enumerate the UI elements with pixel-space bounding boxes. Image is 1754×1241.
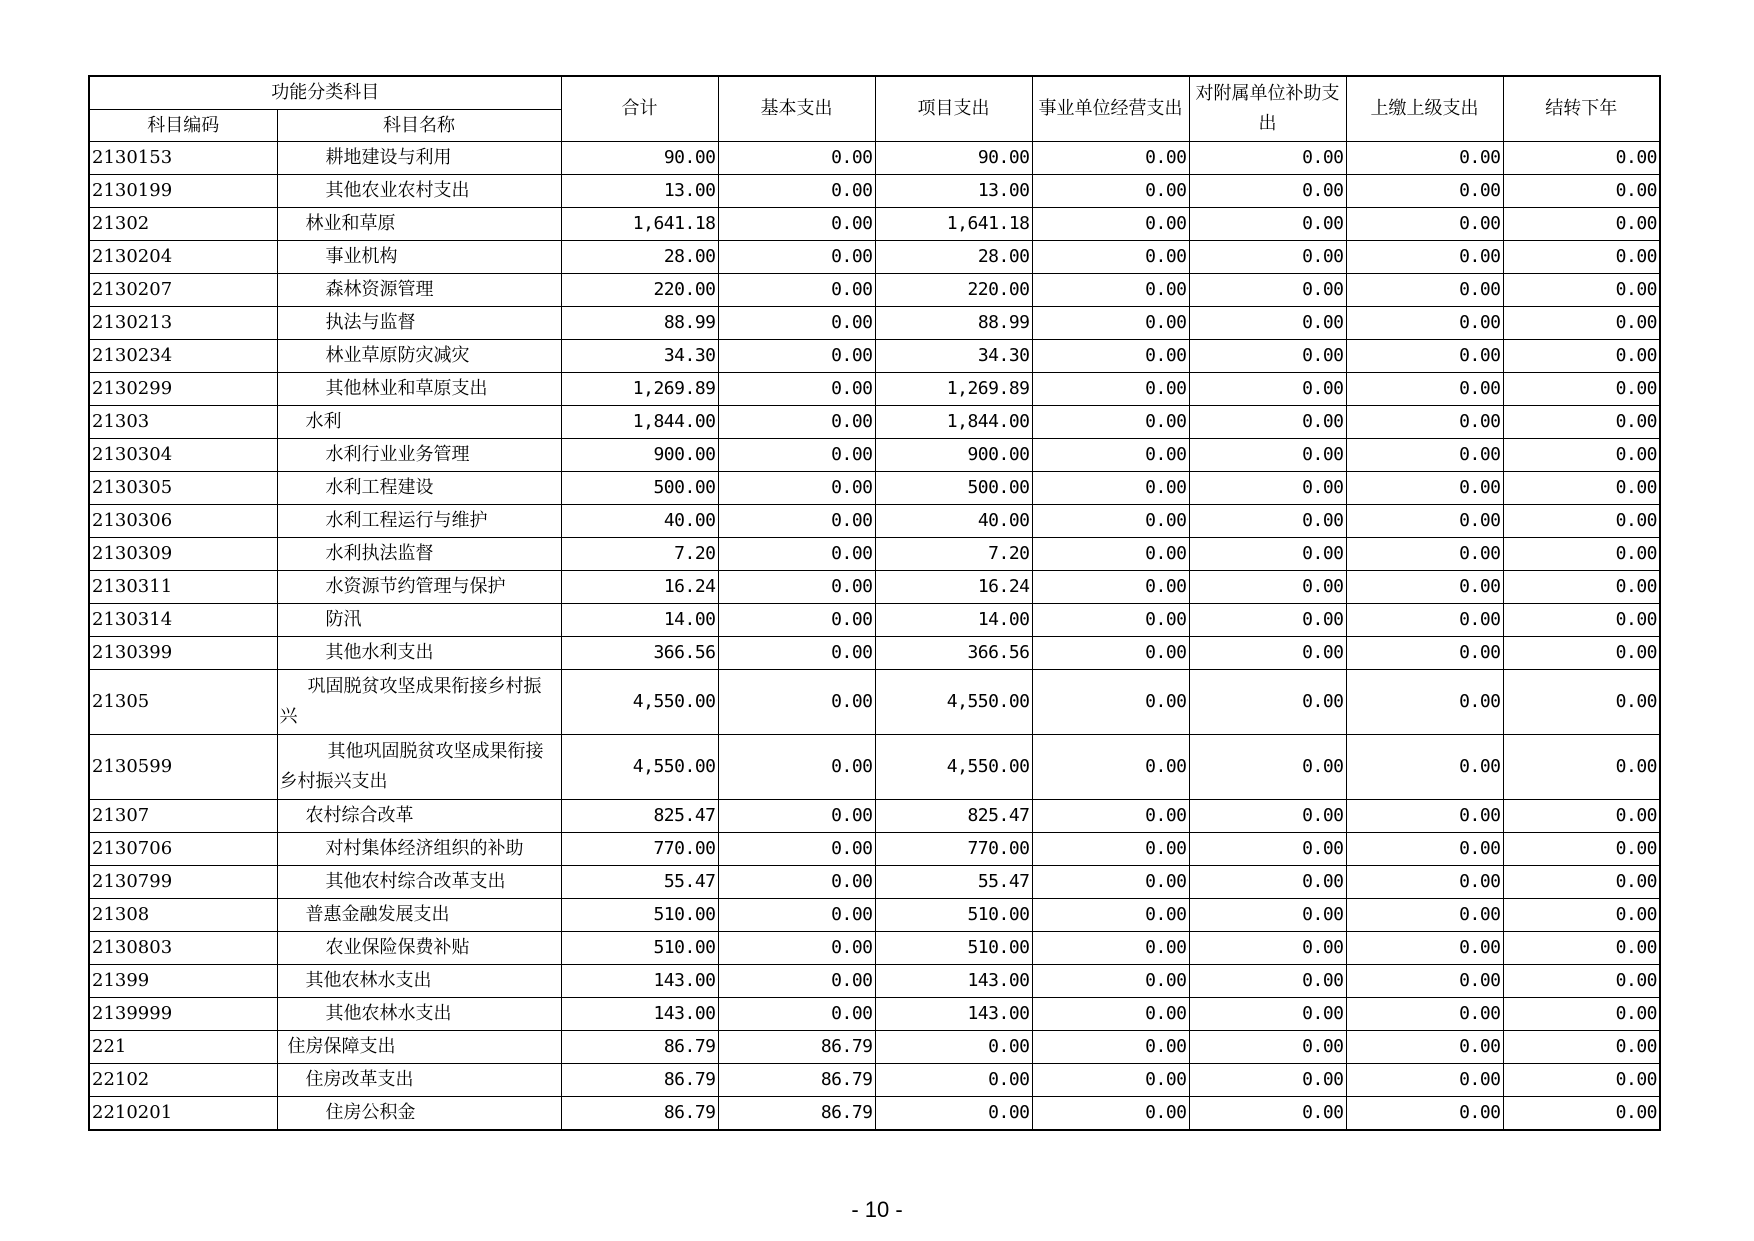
col-header-carryover: 结转下年: [1503, 76, 1660, 142]
cell-carryover: 0.00: [1503, 208, 1660, 241]
cell-remit: 0.00: [1346, 538, 1503, 571]
cell-business: 0.00: [1032, 604, 1189, 637]
table-body: [89, 142, 1660, 1131]
table-row: [89, 1097, 1660, 1131]
cell-business: 0.00: [1032, 998, 1189, 1031]
cell-carryover: 0.00: [1503, 1097, 1660, 1131]
cell-carryover: 0.00: [1503, 800, 1660, 833]
cell-business: 0.00: [1032, 965, 1189, 998]
cell-code: 2139999: [89, 998, 277, 1031]
cell-carryover: 0.00: [1503, 604, 1660, 637]
cell-total: 1,844.00: [561, 406, 718, 439]
cell-total: 28.00: [561, 241, 718, 274]
cell-subsidy: 0.00: [1189, 538, 1346, 571]
cell-business: 0.00: [1032, 307, 1189, 340]
cell-name: 其他水利支出: [277, 637, 561, 670]
cell-code: 2130306: [89, 505, 277, 538]
cell-project: 500.00: [875, 472, 1032, 505]
cell-project: 7.20: [875, 538, 1032, 571]
cell-remit: 0.00: [1346, 175, 1503, 208]
cell-business: 0.00: [1032, 932, 1189, 965]
cell-carryover: 0.00: [1503, 670, 1660, 735]
cell-subsidy: 0.00: [1189, 735, 1346, 800]
cell-carryover: 0.00: [1503, 274, 1660, 307]
cell-code: 2130299: [89, 373, 277, 406]
table-row: [89, 932, 1660, 965]
cell-remit: 0.00: [1346, 439, 1503, 472]
cell-code: 21308: [89, 899, 277, 932]
cell-subsidy: 0.00: [1189, 439, 1346, 472]
cell-remit: 0.00: [1346, 1097, 1503, 1131]
cell-total: 220.00: [561, 274, 718, 307]
cell-project: 143.00: [875, 998, 1032, 1031]
cell-remit: 0.00: [1346, 340, 1503, 373]
cell-name: 农业保险保费补贴: [277, 932, 561, 965]
col-header-basic: 基本支出: [718, 76, 875, 142]
cell-business: 0.00: [1032, 340, 1189, 373]
cell-total: 1,641.18: [561, 208, 718, 241]
cell-business: 0.00: [1032, 406, 1189, 439]
table-row: [89, 274, 1660, 307]
cell-name: 水利工程运行与维护: [277, 505, 561, 538]
cell-name: 事业机构: [277, 241, 561, 274]
cell-project: 220.00: [875, 274, 1032, 307]
cell-total: 1,269.89: [561, 373, 718, 406]
cell-basic: 0.00: [718, 373, 875, 406]
table-row: [89, 1031, 1660, 1064]
cell-subsidy: 0.00: [1189, 833, 1346, 866]
cell-subsidy: 0.00: [1189, 241, 1346, 274]
cell-basic: 0.00: [718, 833, 875, 866]
cell-basic: 0.00: [718, 735, 875, 800]
cell-business: 0.00: [1032, 505, 1189, 538]
cell-basic: 0.00: [718, 472, 875, 505]
page-number: - 10 -: [851, 1197, 903, 1222]
cell-remit: 0.00: [1346, 1064, 1503, 1097]
cell-basic: 0.00: [718, 142, 875, 175]
table-row: [89, 670, 1660, 735]
cell-code: 21399: [89, 965, 277, 998]
table-row: [89, 175, 1660, 208]
cell-business: 0.00: [1032, 833, 1189, 866]
cell-total: 86.79: [561, 1064, 718, 1097]
cell-remit: 0.00: [1346, 800, 1503, 833]
cell-business: 0.00: [1032, 800, 1189, 833]
table-row: [89, 406, 1660, 439]
cell-subsidy: 0.00: [1189, 406, 1346, 439]
cell-basic: 0.00: [718, 604, 875, 637]
cell-name: 农村综合改革: [277, 800, 561, 833]
header-row-1: [89, 76, 1660, 110]
cell-carryover: 0.00: [1503, 833, 1660, 866]
cell-code: 2130799: [89, 866, 277, 899]
cell-project: 88.99: [875, 307, 1032, 340]
cell-carryover: 0.00: [1503, 175, 1660, 208]
cell-business: 0.00: [1032, 866, 1189, 899]
table-row: [89, 965, 1660, 998]
cell-project: 366.56: [875, 637, 1032, 670]
cell-remit: 0.00: [1346, 899, 1503, 932]
cell-business: 0.00: [1032, 175, 1189, 208]
cell-name: 住房保障支出: [277, 1031, 561, 1064]
cell-total: 88.99: [561, 307, 718, 340]
cell-subsidy: 0.00: [1189, 1064, 1346, 1097]
cell-basic: 0.00: [718, 406, 875, 439]
cell-remit: 0.00: [1346, 833, 1503, 866]
cell-code: 2130234: [89, 340, 277, 373]
cell-total: 7.20: [561, 538, 718, 571]
cell-subsidy: 0.00: [1189, 208, 1346, 241]
cell-basic: 0.00: [718, 538, 875, 571]
cell-code: 2130399: [89, 637, 277, 670]
cell-business: 0.00: [1032, 373, 1189, 406]
cell-total: 900.00: [561, 439, 718, 472]
cell-name: 其他农村综合改革支出: [277, 866, 561, 899]
table-row: [89, 637, 1660, 670]
cell-total: 40.00: [561, 505, 718, 538]
cell-total: 143.00: [561, 965, 718, 998]
cell-total: 366.56: [561, 637, 718, 670]
cell-name: 水利: [277, 406, 561, 439]
cell-project: 510.00: [875, 899, 1032, 932]
cell-remit: 0.00: [1346, 866, 1503, 899]
table-row: [89, 571, 1660, 604]
cell-remit: 0.00: [1346, 472, 1503, 505]
cell-name: 巩固脱贫攻坚成果衔接乡村振兴: [277, 670, 561, 735]
cell-project: 0.00: [875, 1031, 1032, 1064]
cell-business: 0.00: [1032, 208, 1189, 241]
cell-project: 1,641.18: [875, 208, 1032, 241]
cell-project: 143.00: [875, 965, 1032, 998]
table-row: [89, 340, 1660, 373]
cell-name: 林业草原防灾减灾: [277, 340, 561, 373]
col-header-code: 科目编码: [89, 110, 277, 142]
cell-basic: 0.00: [718, 571, 875, 604]
cell-code: 2130304: [89, 439, 277, 472]
cell-carryover: 0.00: [1503, 899, 1660, 932]
cell-name: 水利工程建设: [277, 472, 561, 505]
table-row: [89, 833, 1660, 866]
cell-code: 21305: [89, 670, 277, 735]
cell-basic: 0.00: [718, 670, 875, 735]
expenditure-table: [88, 75, 1661, 1131]
cell-basic: 0.00: [718, 866, 875, 899]
cell-name: 其他农林水支出: [277, 965, 561, 998]
cell-subsidy: 0.00: [1189, 307, 1346, 340]
cell-total: 500.00: [561, 472, 718, 505]
cell-name: 其他林业和草原支出: [277, 373, 561, 406]
cell-business: 0.00: [1032, 899, 1189, 932]
cell-total: 4,550.00: [561, 670, 718, 735]
cell-remit: 0.00: [1346, 208, 1503, 241]
cell-basic: 86.79: [718, 1064, 875, 1097]
cell-project: 28.00: [875, 241, 1032, 274]
cell-total: 770.00: [561, 833, 718, 866]
cell-project: 770.00: [875, 833, 1032, 866]
cell-business: 0.00: [1032, 538, 1189, 571]
cell-code: 22102: [89, 1064, 277, 1097]
cell-subsidy: 0.00: [1189, 637, 1346, 670]
cell-subsidy: 0.00: [1189, 142, 1346, 175]
cell-carryover: 0.00: [1503, 932, 1660, 965]
cell-total: 143.00: [561, 998, 718, 1031]
cell-total: 4,550.00: [561, 735, 718, 800]
cell-business: 0.00: [1032, 241, 1189, 274]
cell-remit: 0.00: [1346, 932, 1503, 965]
cell-carryover: 0.00: [1503, 142, 1660, 175]
cell-project: 40.00: [875, 505, 1032, 538]
cell-business: 0.00: [1032, 670, 1189, 735]
cell-project: 900.00: [875, 439, 1032, 472]
cell-remit: 0.00: [1346, 307, 1503, 340]
cell-business: 0.00: [1032, 274, 1189, 307]
cell-remit: 0.00: [1346, 571, 1503, 604]
cell-project: 14.00: [875, 604, 1032, 637]
cell-carryover: 0.00: [1503, 406, 1660, 439]
cell-remit: 0.00: [1346, 604, 1503, 637]
cell-remit: 0.00: [1346, 505, 1503, 538]
table-row: [89, 604, 1660, 637]
table-row: [89, 538, 1660, 571]
cell-business: 0.00: [1032, 1097, 1189, 1131]
cell-basic: 0.00: [718, 637, 875, 670]
cell-basic: 86.79: [718, 1097, 875, 1131]
cell-subsidy: 0.00: [1189, 472, 1346, 505]
cell-name: 对村集体经济组织的补助: [277, 833, 561, 866]
cell-basic: 0.00: [718, 505, 875, 538]
cell-remit: 0.00: [1346, 1031, 1503, 1064]
cell-project: 0.00: [875, 1097, 1032, 1131]
table-row: [89, 505, 1660, 538]
table-row: [89, 439, 1660, 472]
cell-name: 森林资源管理: [277, 274, 561, 307]
cell-total: 16.24: [561, 571, 718, 604]
cell-project: 34.30: [875, 340, 1032, 373]
cell-basic: 0.00: [718, 208, 875, 241]
cell-total: 825.47: [561, 800, 718, 833]
cell-name: 水利执法监督: [277, 538, 561, 571]
cell-project: 4,550.00: [875, 670, 1032, 735]
table-row: [89, 800, 1660, 833]
cell-subsidy: 0.00: [1189, 1097, 1346, 1131]
cell-name: 住房公积金: [277, 1097, 561, 1131]
table-row: [89, 472, 1660, 505]
cell-business: 0.00: [1032, 571, 1189, 604]
cell-remit: 0.00: [1346, 965, 1503, 998]
cell-code: 2130204: [89, 241, 277, 274]
cell-code: 2130199: [89, 175, 277, 208]
cell-remit: 0.00: [1346, 373, 1503, 406]
cell-remit: 0.00: [1346, 274, 1503, 307]
col-header-project: 项目支出: [875, 76, 1032, 142]
cell-subsidy: 0.00: [1189, 274, 1346, 307]
cell-remit: 0.00: [1346, 735, 1503, 800]
cell-code: 21302: [89, 208, 277, 241]
table-row: [89, 899, 1660, 932]
cell-code: 221: [89, 1031, 277, 1064]
cell-basic: 0.00: [718, 340, 875, 373]
cell-carryover: 0.00: [1503, 1064, 1660, 1097]
cell-basic: 0.00: [718, 800, 875, 833]
cell-subsidy: 0.00: [1189, 1031, 1346, 1064]
cell-project: 16.24: [875, 571, 1032, 604]
cell-basic: 0.00: [718, 932, 875, 965]
cell-remit: 0.00: [1346, 406, 1503, 439]
cell-remit: 0.00: [1346, 637, 1503, 670]
cell-carryover: 0.00: [1503, 637, 1660, 670]
cell-basic: 0.00: [718, 965, 875, 998]
cell-code: 2210201: [89, 1097, 277, 1131]
cell-subsidy: 0.00: [1189, 932, 1346, 965]
cell-subsidy: 0.00: [1189, 571, 1346, 604]
cell-subsidy: 0.00: [1189, 965, 1346, 998]
cell-code: 2130305: [89, 472, 277, 505]
cell-subsidy: 0.00: [1189, 175, 1346, 208]
cell-remit: 0.00: [1346, 998, 1503, 1031]
cell-carryover: 0.00: [1503, 571, 1660, 604]
table-row: [89, 241, 1660, 274]
cell-total: 510.00: [561, 932, 718, 965]
cell-subsidy: 0.00: [1189, 866, 1346, 899]
cell-total: 14.00: [561, 604, 718, 637]
cell-code: 21307: [89, 800, 277, 833]
cell-project: 90.00: [875, 142, 1032, 175]
cell-basic: 0.00: [718, 175, 875, 208]
table-row: [89, 735, 1660, 800]
cell-subsidy: 0.00: [1189, 899, 1346, 932]
cell-total: 55.47: [561, 866, 718, 899]
cell-business: 0.00: [1032, 142, 1189, 175]
cell-business: 0.00: [1032, 1031, 1189, 1064]
table-row: [89, 866, 1660, 899]
cell-carryover: 0.00: [1503, 439, 1660, 472]
table-row: [89, 998, 1660, 1031]
cell-name: 执法与监督: [277, 307, 561, 340]
cell-carryover: 0.00: [1503, 735, 1660, 800]
cell-name: 住房改革支出: [277, 1064, 561, 1097]
cell-code: 2130803: [89, 932, 277, 965]
col-header-total: 合计: [561, 76, 718, 142]
cell-project: 0.00: [875, 1064, 1032, 1097]
cell-total: 86.79: [561, 1097, 718, 1131]
cell-basic: 0.00: [718, 307, 875, 340]
cell-project: 510.00: [875, 932, 1032, 965]
cell-total: 90.00: [561, 142, 718, 175]
cell-carryover: 0.00: [1503, 472, 1660, 505]
cell-basic: 0.00: [718, 439, 875, 472]
col-header-business: 事业单位经营支出: [1032, 76, 1189, 142]
cell-carryover: 0.00: [1503, 241, 1660, 274]
cell-name: 防汛: [277, 604, 561, 637]
cell-basic: 86.79: [718, 1031, 875, 1064]
col-header-name: 科目名称: [277, 110, 561, 142]
cell-business: 0.00: [1032, 472, 1189, 505]
cell-carryover: 0.00: [1503, 505, 1660, 538]
cell-carryover: 0.00: [1503, 373, 1660, 406]
cell-name: 水资源节约管理与保护: [277, 571, 561, 604]
cell-basic: 0.00: [718, 998, 875, 1031]
cell-code: 21303: [89, 406, 277, 439]
cell-code: 2130314: [89, 604, 277, 637]
cell-subsidy: 0.00: [1189, 670, 1346, 735]
cell-name: 普惠金融发展支出: [277, 899, 561, 932]
table-row: [89, 307, 1660, 340]
cell-remit: 0.00: [1346, 670, 1503, 735]
cell-project: 55.47: [875, 866, 1032, 899]
col-header-remit: 上缴上级支出: [1346, 76, 1503, 142]
cell-carryover: 0.00: [1503, 538, 1660, 571]
cell-project: 1,269.89: [875, 373, 1032, 406]
cell-remit: 0.00: [1346, 241, 1503, 274]
cell-subsidy: 0.00: [1189, 505, 1346, 538]
cell-carryover: 0.00: [1503, 965, 1660, 998]
cell-business: 0.00: [1032, 439, 1189, 472]
cell-basic: 0.00: [718, 274, 875, 307]
cell-basic: 0.00: [718, 899, 875, 932]
cell-project: 4,550.00: [875, 735, 1032, 800]
cell-total: 13.00: [561, 175, 718, 208]
cell-name: 林业和草原: [277, 208, 561, 241]
cell-carryover: 0.00: [1503, 307, 1660, 340]
cell-total: 510.00: [561, 899, 718, 932]
cell-total: 34.30: [561, 340, 718, 373]
cell-subsidy: 0.00: [1189, 340, 1346, 373]
cell-code: 2130207: [89, 274, 277, 307]
cell-business: 0.00: [1032, 735, 1189, 800]
cell-name: 水利行业业务管理: [277, 439, 561, 472]
cell-total: 86.79: [561, 1031, 718, 1064]
col-header-subsidy: 对附属单位补助支出: [1189, 76, 1346, 142]
function-category-header: 功能分类科目: [89, 76, 561, 110]
cell-project: 825.47: [875, 800, 1032, 833]
cell-subsidy: 0.00: [1189, 800, 1346, 833]
cell-business: 0.00: [1032, 1064, 1189, 1097]
cell-carryover: 0.00: [1503, 340, 1660, 373]
cell-code: 2130311: [89, 571, 277, 604]
cell-name: 其他巩固脱贫攻坚成果衔接乡村振兴支出: [277, 735, 561, 800]
cell-code: 2130309: [89, 538, 277, 571]
cell-name: 其他农林水支出: [277, 998, 561, 1031]
cell-name: 耕地建设与利用: [277, 142, 561, 175]
cell-code: 2130213: [89, 307, 277, 340]
table-row: [89, 373, 1660, 406]
cell-basic: 0.00: [718, 241, 875, 274]
cell-business: 0.00: [1032, 637, 1189, 670]
table-row: [89, 1064, 1660, 1097]
cell-code: 2130153: [89, 142, 277, 175]
cell-code: 2130599: [89, 735, 277, 800]
cell-carryover: 0.00: [1503, 866, 1660, 899]
cell-subsidy: 0.00: [1189, 998, 1346, 1031]
cell-project: 13.00: [875, 175, 1032, 208]
cell-project: 1,844.00: [875, 406, 1032, 439]
cell-code: 2130706: [89, 833, 277, 866]
table-row: [89, 142, 1660, 175]
table-row: [89, 208, 1660, 241]
cell-carryover: 0.00: [1503, 1031, 1660, 1064]
cell-subsidy: 0.00: [1189, 604, 1346, 637]
cell-remit: 0.00: [1346, 142, 1503, 175]
cell-subsidy: 0.00: [1189, 373, 1346, 406]
cell-name: 其他农业农村支出: [277, 175, 561, 208]
cell-carryover: 0.00: [1503, 998, 1660, 1031]
